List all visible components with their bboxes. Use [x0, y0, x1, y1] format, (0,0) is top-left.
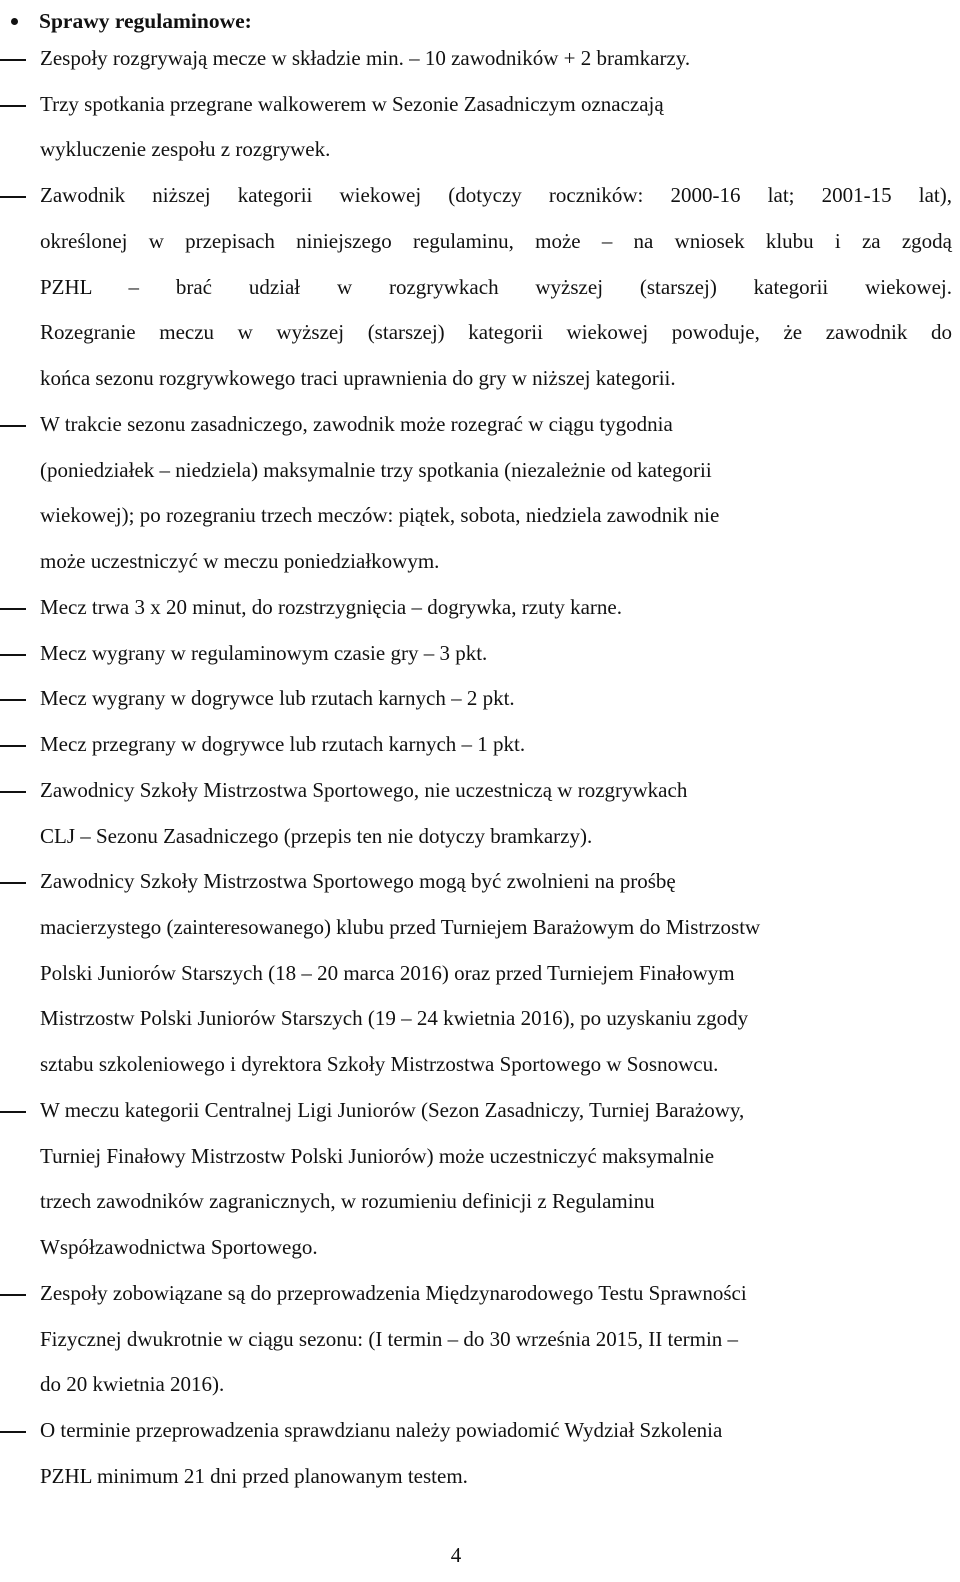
list-item-line: Mecz przegrany w dogrywce lub rzutach karnych – 1 pkt.: [40, 732, 526, 756]
list-item-line: Zespoły zobowiązane są do przeprowadzenia Międzynarodowego Testu Sprawności: [40, 1281, 747, 1305]
dash-bullet-icon: [0, 791, 26, 793]
list-item-line: Zawodnik niższej kategorii wiekowej (dotyczy roczników: 2000-16 lat; 2001-15 lat),: [40, 183, 952, 207]
dash-bullet-icon: [0, 654, 26, 656]
list-item-line: macierzystego (zainteresowanego) klubu przed Turniejem Barażowym do Mistrzostw: [40, 915, 761, 939]
list-item-line: Mistrzostw Polski Juniorów Starszych (19 – 24 kwietnia 2016), po uzyskaniu zgody: [40, 1006, 749, 1030]
list-item-line: O terminie przeprowadzenia sprawdzianu należy powiadomić Wydział Szkolenia: [40, 1418, 723, 1442]
list-item-line: Zawodnicy Szkoły Mistrzostwa Sportowego mogą być zwolnieni na prośbę: [40, 869, 676, 893]
list-item-line: sztabu szkoleniowego i dyrektora Szkoły Mistrzostwa Sportowego w Sosnowcu.: [40, 1052, 719, 1076]
dash-bullet-icon: [0, 1111, 26, 1113]
dash-bullet-icon: [0, 608, 26, 610]
section-heading-text: Sprawy regulaminowe:: [39, 8, 252, 33]
dash-bullet-icon: [0, 1294, 26, 1296]
list-item-line: W meczu kategorii Centralnej Ligi Juniorów (Sezon Zasadniczy, Turniej Barażowy,: [40, 1098, 745, 1122]
section-heading: [10, 2, 252, 40]
list-item-line: Mecz wygrany w regulaminowym czasie gry – 3 pkt.: [40, 641, 488, 665]
dash-bullet-icon: [0, 59, 26, 61]
list-item-line: końca sezonu rozgrywkowego traci uprawnienia do gry w niższej kategorii.: [40, 366, 676, 390]
dash-bullet-icon: [0, 196, 26, 198]
list-item-line: Rozegranie meczu w wyższej (starszej) kategorii wiekowej powoduje, że zawodnik do: [40, 320, 952, 344]
list-item-line: może uczestniczyć w meczu poniedziałkowym.: [40, 549, 440, 573]
list-item-line: Polski Juniorów Starszych (18 – 20 marca 2016) oraz przed Turniejem Finałowym: [40, 961, 735, 985]
dash-bullet-icon: [0, 699, 26, 701]
list-item-line: trzech zawodników zagranicznych, w rozumieniu definicji z Regulaminu: [40, 1189, 655, 1213]
dash-bullet-icon: [0, 882, 26, 884]
list-item-line: Trzy spotkania przegrane walkowerem w Sezonie Zasadniczym oznaczają: [40, 92, 664, 116]
list-item-line: Turniej Finałowy Mistrzostw Polski Juniorów) może uczestniczyć maksymalnie: [40, 1144, 715, 1168]
list-item-line: (poniedziałek – niedziela) maksymalnie trzy spotkania (niezależnie od kategorii: [40, 458, 712, 482]
list-item-line: CLJ – Sezonu Zasadniczego (przepis ten nie dotyczy bramkarzy).: [40, 824, 593, 848]
list-item-line: Zespoły rozgrywają mecze w składzie min. – 10 zawodników + 2 bramkarzy.: [40, 46, 691, 70]
list-item-line: Mecz trwa 3 x 20 minut, do rozstrzygnięcia – dogrywka, rzuty karne.: [40, 595, 622, 619]
list-item-line: PZHL – brać udział w rozgrywkach wyższej (starszej) kategorii wiekowej.: [40, 275, 952, 299]
dash-bullet-icon: [0, 1431, 26, 1433]
dash-bullet-icon: [0, 425, 26, 427]
list-item-line: Mecz wygrany w dogrywce lub rzutach karnych – 2 pkt.: [40, 686, 515, 710]
list-item-line: PZHL minimum 21 dni przed planowanym testem.: [40, 1464, 468, 1488]
list-item-line: Fizycznej dwukrotnie w ciągu sezonu: (I termin – do 30 września 2015, II termin –: [40, 1327, 739, 1351]
list-item-line: Współzawodnictwa Sportowego.: [40, 1235, 318, 1259]
list-item-line: wykluczenie zespołu z rozgrywek.: [40, 137, 331, 161]
page-number: 4: [450, 1543, 462, 1567]
list-item-line: W trakcie sezonu zasadniczego, zawodnik może rozegrać w ciągu tygodnia: [40, 412, 673, 436]
list-item-line: określonej w przepisach niniejszego regulaminu, może – na wniosek klubu i za zgodą: [40, 229, 952, 253]
list-item-line: wiekowej); po rozegraniu trzech meczów: piątek, sobota, niedziela zawodnik nie: [40, 503, 720, 527]
list-item-line: do 20 kwietnia 2016).: [40, 1372, 225, 1396]
dash-bullet-icon: [0, 745, 26, 747]
dash-bullet-icon: [0, 105, 26, 107]
bullet-icon: [11, 18, 18, 25]
list-item-line: Zawodnicy Szkoły Mistrzostwa Sportowego, nie uczestniczą w rozgrywkach: [40, 778, 688, 802]
